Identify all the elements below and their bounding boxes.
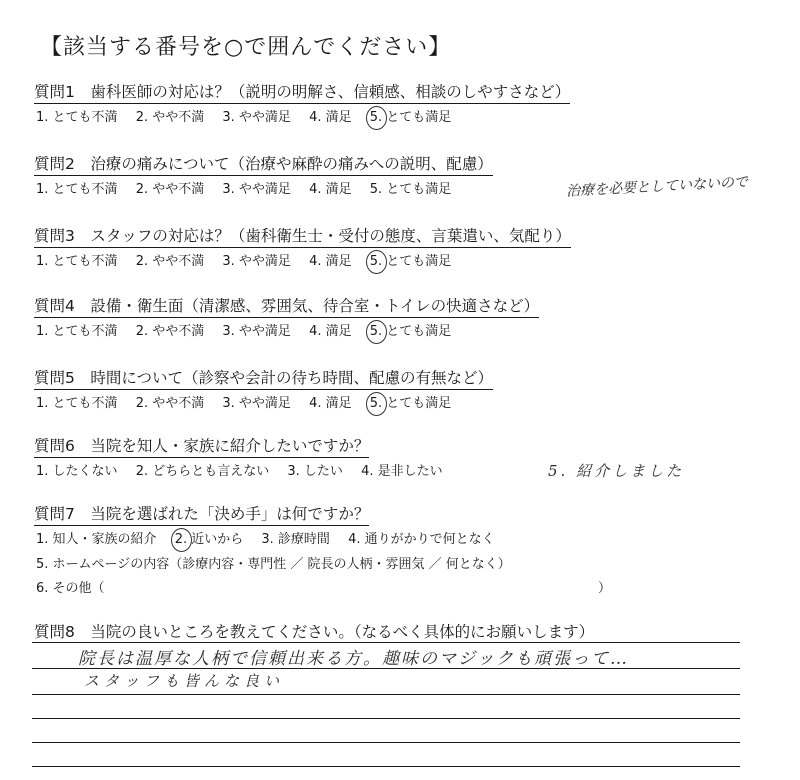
q1-option-5-text: とても満足 (386, 110, 452, 125)
q7-option-4[interactable]: 4. 通りがかりで何となく (348, 532, 495, 547)
question-7-label: 質問7 当院を選ばれた「決め手」は何ですか？ (34, 502, 369, 526)
q3-option-4[interactable]: 4. 満足 (309, 254, 352, 269)
question-6-label: 質問6 当院を知人・家族に紹介したいですか？ (34, 434, 369, 458)
q7-option-3[interactable]: 3. 診療時間 (261, 532, 330, 547)
question-7-options-row1 (36, 528, 509, 547)
q1-option-3[interactable]: 3. やや満足 (222, 110, 291, 125)
answer-line-3 (32, 694, 740, 695)
question-5-label: 質問5 時間について（診察や会計の待ち時間、配慮の有無など） (34, 366, 493, 390)
q2-option-1[interactable]: 1. とても不満 (36, 182, 118, 197)
q2-option-5-number[interactable]: 5. (369, 182, 383, 197)
answer-line-5 (32, 742, 740, 743)
q7-option-2-circled[interactable]: 2. (174, 532, 188, 547)
question-4-label: 質問4 設備・衛生面（清潔感、雰囲気、待合室・トイレの快適さなど） (34, 294, 539, 318)
q5-option-4[interactable]: 4. 満足 (309, 396, 352, 411)
q6-option-3[interactable]: 3. したい (287, 464, 343, 479)
q7-option-5[interactable]: 5. ホームページの内容（診療内容・専門性 ／ 院長の人柄・雰囲気 ／ 何となく） (36, 557, 511, 572)
q5-option-1[interactable]: 1. とても不満 (36, 396, 118, 411)
question-8-label: 質問8 当院の良いところを教えてください。（なるべく具体的にお願いします） (34, 623, 595, 641)
question-1-label: 質問1 歯科医師の対応は？（説明の明解さ、信頼感、相談のしやすさなど） (34, 80, 570, 104)
q4-option-5-circled[interactable]: 5. (369, 324, 383, 339)
question-1-options (36, 106, 451, 125)
question-6-options (36, 460, 457, 479)
q1-option-5-circled[interactable]: 5. (369, 110, 383, 125)
q4-option-4[interactable]: 4. 満足 (309, 324, 352, 339)
q4-option-5-text: とても満足 (386, 324, 452, 339)
q8-handwritten-answer-2: スタッフも皆んな良い (84, 672, 285, 690)
q2-option-5-text: とても満足 (386, 182, 452, 197)
answer-line-4 (32, 718, 740, 719)
q5-option-2[interactable]: 2. やや不満 (135, 396, 205, 411)
q4-option-3[interactable]: 3. やや満足 (222, 324, 291, 339)
q6-option-2[interactable]: 2. どちらとも言えない (135, 464, 270, 479)
q1-option-1[interactable]: 1. とても不満 (36, 110, 118, 125)
answer-line-6 (32, 766, 740, 767)
q3-option-1[interactable]: 1. とても不満 (36, 254, 118, 269)
q2-handwritten-note: 治療を必要としていないので (565, 174, 749, 200)
q3-option-3[interactable]: 3. やや満足 (222, 254, 291, 269)
question-2-label: 質問2 治療の痛みについて（治療や麻酔の痛みへの説明、配慮） (34, 152, 493, 176)
q1-option-2[interactable]: 2. やや不満 (135, 110, 205, 125)
form-title: 【該当する番号を○で囲んでください】 (40, 35, 452, 60)
q6-option-1[interactable]: 1. したくない (36, 464, 118, 479)
question-4-options (36, 320, 451, 339)
q5-option-5-text: とても満足 (386, 396, 452, 411)
q5-option-3[interactable]: 3. やや満足 (222, 396, 291, 411)
q1-option-4[interactable]: 4. 満足 (309, 110, 352, 125)
q6-option-4[interactable]: 4. 是非したい (361, 464, 443, 479)
answer-line-1 (32, 642, 740, 643)
q3-option-5-text: とても満足 (386, 254, 452, 269)
q3-option-2[interactable]: 2. やや不満 (135, 254, 205, 269)
q6-handwritten-note: 5. 紹介しました (548, 462, 685, 480)
q2-option-2[interactable]: 2. やや不満 (135, 182, 205, 197)
q2-option-3[interactable]: 3. やや満足 (222, 182, 291, 197)
q7-option-6-close: ） (598, 581, 612, 596)
q7-option-6[interactable]: 6. その他（ (36, 581, 105, 596)
q4-option-1[interactable]: 1. とても不満 (36, 324, 118, 339)
question-2-options (36, 178, 451, 197)
question-3-label: 質問3 スタッフの対応は？（歯科衛生士・受付の態度、言葉遣い、気配り） (34, 224, 571, 248)
q2-option-4[interactable]: 4. 満足 (309, 182, 352, 197)
q3-option-5-circled[interactable]: 5. (369, 254, 383, 269)
question-5-options (36, 392, 451, 411)
q4-option-2[interactable]: 2. やや不満 (135, 324, 205, 339)
q7-option-1[interactable]: 1. 知人・家族の紹介 (36, 532, 157, 547)
q7-option-2-text: 近いから (191, 532, 244, 547)
q5-option-5-circled[interactable]: 5. (369, 396, 383, 411)
q8-handwritten-answer-1: 院長は温厚な人柄で信頼出来る方。趣味のマジックも頑張って… (78, 649, 629, 669)
question-3-options (36, 250, 451, 269)
